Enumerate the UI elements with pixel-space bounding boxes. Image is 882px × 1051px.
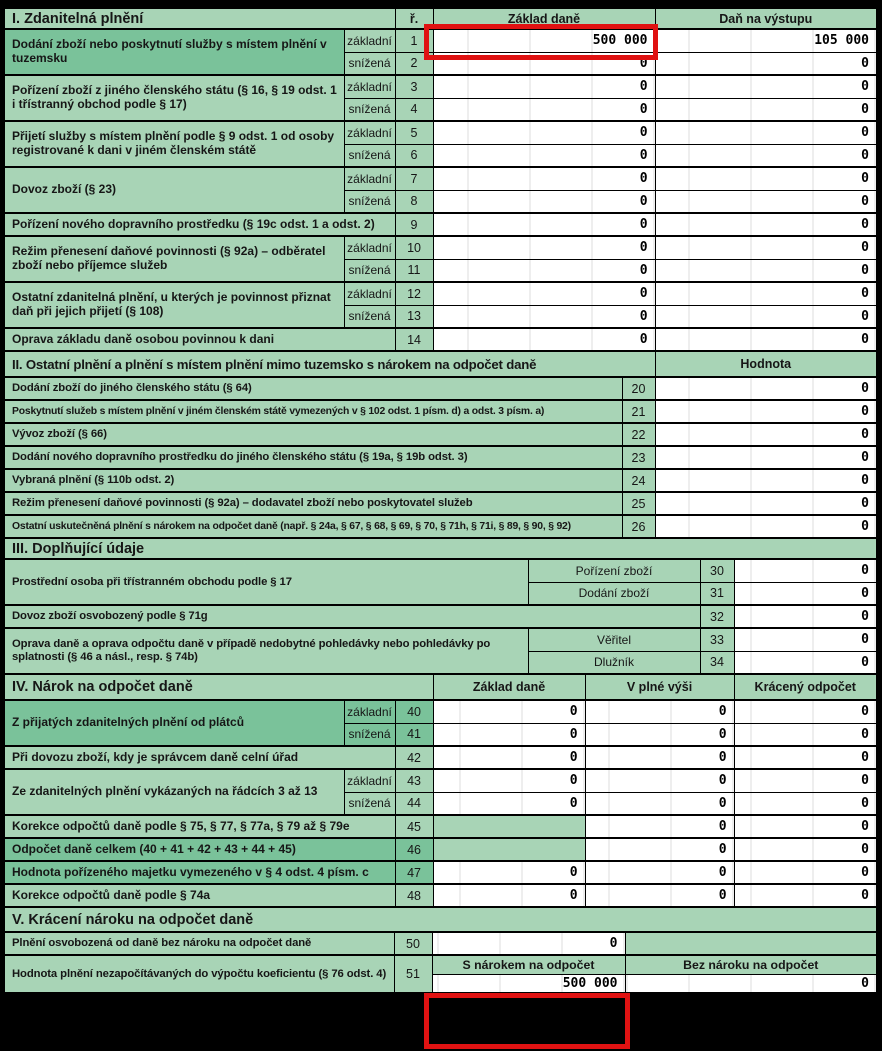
row-4-base-field[interactable]: 0 — [433, 98, 655, 121]
row-6-rate: snížená — [344, 144, 395, 167]
row-32-value-field[interactable]: 0 — [734, 605, 877, 628]
row-42-base-field[interactable]: 0 — [433, 746, 585, 769]
row-48-number: 48 — [395, 884, 433, 907]
col-header-zaklad-dane: Základ daně — [433, 8, 655, 29]
row-14-label: Oprava základu daně osobou povinnou k dani — [4, 328, 395, 351]
row-1-rate: základní — [344, 29, 395, 52]
row-7-tax-field[interactable]: 0 — [655, 167, 877, 190]
row-42-number: 42 — [395, 746, 433, 769]
row-46-full-field[interactable]: 0 — [585, 838, 734, 861]
row-3-rate: základní — [344, 75, 395, 98]
row-33-34-label: Oprava daně a oprava odpočtu daně v případě nedobytné pohledávky nebo pohledávky po splatnosti (§ 46 a násl., resp. § 74b) — [4, 628, 528, 674]
row-9-tax-field[interactable]: 0 — [655, 213, 877, 236]
row-50-value-field[interactable]: 0 — [432, 932, 625, 955]
col-header-zaklad-dane-4: Základ daně — [433, 674, 585, 700]
row-40-41-label: Z přijatých zdanitelných plnění od plátců — [4, 700, 344, 746]
row-24-number: 24 — [622, 469, 655, 492]
row-1-base-field[interactable]: 500 000 — [433, 29, 655, 52]
row-31-value-field[interactable]: 0 — [734, 582, 877, 605]
row-32-number: 32 — [700, 605, 734, 628]
row-48-base-field[interactable]: 0 — [433, 884, 585, 907]
row-34-number: 34 — [700, 651, 734, 674]
row-5-number: 5 — [395, 121, 433, 144]
row-5-tax-field[interactable]: 0 — [655, 121, 877, 144]
row-13-rate: snížená — [344, 305, 395, 328]
row-4-tax-field[interactable]: 0 — [655, 98, 877, 121]
row-8-tax-field[interactable]: 0 — [655, 190, 877, 213]
row-12-13-label: Ostatní zdanitelná plnění, u kterých je povinnost přiznat daň při jejich přijetí (§ 108) — [4, 282, 344, 328]
row-4-rate: snížená — [344, 98, 395, 121]
row-11-rate: snížená — [344, 259, 395, 282]
row-23-value-field[interactable]: 0 — [655, 446, 877, 469]
col-header-kraceny-odpocet: Krácený odpočet — [734, 674, 877, 700]
row-42-reduced-field[interactable]: 0 — [734, 746, 877, 769]
section-2-table — [3, 350, 878, 539]
row-40-number: 40 — [395, 700, 433, 723]
row-50-blank — [625, 932, 877, 955]
row-6-tax-field[interactable]: 0 — [655, 144, 877, 167]
row-2-base-field[interactable]: 0 — [433, 52, 655, 75]
row-32-label: Dovoz zboží osvobozený podle § 71g — [4, 605, 700, 628]
row-41-number: 41 — [395, 723, 433, 746]
row-8-rate: snížená — [344, 190, 395, 213]
row-25-number: 25 — [622, 492, 655, 515]
row-12-number: 12 — [395, 282, 433, 305]
row-41-full-field[interactable]: 0 — [585, 723, 734, 746]
section-3-table — [3, 537, 878, 675]
col-header-bez-naroku: Bez nároku na odpočet — [625, 955, 877, 974]
row-44-number: 44 — [395, 792, 433, 815]
row-46-number: 46 — [395, 838, 433, 861]
row-46-label: Odpočet daně celkem (40 + 41 + 42 + 43 + 44 + 45) — [4, 838, 395, 861]
col-header-dan-na-vystupu: Daň na výstupu — [655, 8, 877, 29]
row-45-full-field[interactable]: 0 — [585, 815, 734, 838]
row-20-label: Dodání zboží do jiného členského státu (§ 64) — [4, 377, 622, 400]
row-46-base-blank — [433, 838, 585, 861]
row-7-number: 7 — [395, 167, 433, 190]
row-9-number: 9 — [395, 213, 433, 236]
row-45-label: Korekce odpočtů daně podle § 75, § 77, § 77a, § 79 až § 79e — [4, 815, 395, 838]
row-50-number: 50 — [394, 932, 432, 955]
row-43-base-field[interactable]: 0 — [433, 769, 585, 792]
row-51-s-narokem-field[interactable]: 500 000 — [432, 974, 625, 993]
col-header-v-plne-vysi: V plné výši — [585, 674, 734, 700]
section-1-title: I. Zdanitelná plnění — [4, 8, 395, 29]
section-5-title: V. Krácení nároku na odpočet daně — [4, 907, 877, 932]
row-14-base-field[interactable]: 0 — [433, 328, 655, 351]
row-34-sublabel: Dlužník — [528, 651, 700, 674]
highlight-box-row-51-s-narokem — [424, 993, 630, 1049]
row-13-number: 13 — [395, 305, 433, 328]
row-33-value-field[interactable]: 0 — [734, 628, 877, 651]
row-50-label: Plnění osvobozená od daně bez nároku na odpočet daně — [4, 932, 394, 955]
row-26-label: Ostatní uskutečněná plnění s nárokem na odpočet daně (např. § 24a, § 67, § 68, § 69, § 70, § 71h, § 71i, § 89, § 90, § 92) — [4, 515, 622, 538]
row-2-rate: snížená — [344, 52, 395, 75]
row-6-base-field[interactable]: 0 — [433, 144, 655, 167]
row-24-value-field[interactable]: 0 — [655, 469, 877, 492]
row-8-number: 8 — [395, 190, 433, 213]
row-26-number: 26 — [622, 515, 655, 538]
row-11-tax-field[interactable]: 0 — [655, 259, 877, 282]
row-25-label: Režim přenesení daňové povinnosti (§ 92a) – dodavatel zboží nebo poskytovatel služeb — [4, 492, 622, 515]
row-21-value-field[interactable]: 0 — [655, 400, 877, 423]
row-48-reduced-field[interactable]: 0 — [734, 884, 877, 907]
section-4-table — [3, 673, 878, 908]
row-51-bez-naroku-field[interactable]: 0 — [625, 974, 877, 993]
row-12-tax-field[interactable]: 0 — [655, 282, 877, 305]
row-33-number: 33 — [700, 628, 734, 651]
section-2-title: II. Ostatní plnění a plnění s místem plnění mimo tuzemsko s nárokem na odpočet daně — [4, 351, 655, 377]
col-header-s-narokem: S nárokem na odpočet — [432, 955, 625, 974]
row-46-reduced-field[interactable]: 0 — [734, 838, 877, 861]
row-10-tax-field[interactable]: 0 — [655, 236, 877, 259]
row-30-31-label: Prostřední osoba při třístranném obchodu podle § 17 — [4, 559, 528, 605]
row-23-label: Dodání nového dopravního prostředku do jiného členského státu (§ 19a, § 19b odst. 3) — [4, 446, 622, 469]
row-44-base-field[interactable]: 0 — [433, 792, 585, 815]
row-47-reduced-field[interactable]: 0 — [734, 861, 877, 884]
row-9-base-field[interactable]: 0 — [433, 213, 655, 236]
row-40-rate: základní — [344, 700, 395, 723]
row-10-number: 10 — [395, 236, 433, 259]
row-33-sublabel: Věřitel — [528, 628, 700, 651]
row-25-value-field[interactable]: 0 — [655, 492, 877, 515]
row-3-tax-field[interactable]: 0 — [655, 75, 877, 98]
row-48-full-field[interactable]: 0 — [585, 884, 734, 907]
row-20-number: 20 — [622, 377, 655, 400]
row-48-label: Korekce odpočtů daně podle § 74a — [4, 884, 395, 907]
row-22-number: 22 — [622, 423, 655, 446]
row-3-number: 3 — [395, 75, 433, 98]
row-12-rate: základní — [344, 282, 395, 305]
row-11-number: 11 — [395, 259, 433, 282]
row-43-44-label: Ze zdanitelných plnění vykázaných na řádcích 3 až 13 — [4, 769, 344, 815]
row-23-number: 23 — [622, 446, 655, 469]
row-42-full-field[interactable]: 0 — [585, 746, 734, 769]
row-45-number: 45 — [395, 815, 433, 838]
row-1-tax-field[interactable]: 105 000 — [655, 29, 877, 52]
row-45-base-blank — [433, 815, 585, 838]
row-21-number: 21 — [622, 400, 655, 423]
row-47-number: 47 — [395, 861, 433, 884]
row-7-8-label: Dovoz zboží (§ 23) — [4, 167, 344, 213]
row-3-4-label: Pořízení zboží z jiného členského státu (§ 16, § 19 odst. 1 i třístranný obchod podle § 17) — [4, 75, 344, 121]
section-1-table — [3, 7, 878, 352]
row-1-number: 1 — [395, 29, 433, 52]
row-51-number: 51 — [394, 955, 432, 993]
row-22-label: Vývoz zboží (§ 66) — [4, 423, 622, 446]
section-4-title: IV. Nárok na odpočet daně — [4, 674, 433, 700]
row-14-tax-field[interactable]: 0 — [655, 328, 877, 351]
row-13-tax-field[interactable]: 0 — [655, 305, 877, 328]
col-header-radek: ř. — [395, 8, 433, 29]
row-43-rate: základní — [344, 769, 395, 792]
row-4-number: 4 — [395, 98, 433, 121]
row-10-base-field[interactable]: 0 — [433, 236, 655, 259]
row-41-base-field[interactable]: 0 — [433, 723, 585, 746]
row-30-sublabel: Pořízení zboží — [528, 559, 700, 582]
row-26-value-field[interactable]: 0 — [655, 515, 877, 538]
row-44-reduced-field[interactable]: 0 — [734, 792, 877, 815]
row-11-base-field[interactable]: 0 — [433, 259, 655, 282]
row-30-number: 30 — [700, 559, 734, 582]
row-3-base-field[interactable]: 0 — [433, 75, 655, 98]
row-24-label: Vybraná plnění (§ 110b odst. 2) — [4, 469, 622, 492]
row-31-number: 31 — [700, 582, 734, 605]
row-47-label: Hodnota pořízeného majetku vymezeného v § 4 odst. 4 písm. c — [4, 861, 395, 884]
row-41-rate: snížená — [344, 723, 395, 746]
row-34-value-field[interactable]: 0 — [734, 651, 877, 674]
row-10-11-label: Režim přenesení daňové povinnosti (§ 92a) – odběratel zboží nebo příjemce služeb — [4, 236, 344, 282]
row-1-2-label: Dodání zboží nebo poskytnutí služby s místem plnění v tuzemsku — [4, 29, 344, 75]
row-45-reduced-field[interactable]: 0 — [734, 815, 877, 838]
row-7-base-field[interactable]: 0 — [433, 167, 655, 190]
row-22-value-field[interactable]: 0 — [655, 423, 877, 446]
row-40-reduced-field[interactable]: 0 — [734, 700, 877, 723]
row-44-full-field[interactable]: 0 — [585, 792, 734, 815]
row-43-reduced-field[interactable]: 0 — [734, 769, 877, 792]
row-47-full-field[interactable]: 0 — [585, 861, 734, 884]
row-7-rate: základní — [344, 167, 395, 190]
row-40-base-field[interactable]: 0 — [433, 700, 585, 723]
row-47-base-field[interactable]: 0 — [433, 861, 585, 884]
row-13-base-field[interactable]: 0 — [433, 305, 655, 328]
row-42-label: Při dovozu zboží, kdy je správcem daně celní úřad — [4, 746, 395, 769]
section-3-title: III. Doplňující údaje — [4, 538, 877, 559]
row-43-full-field[interactable]: 0 — [585, 769, 734, 792]
section-5-table — [3, 906, 878, 994]
row-41-reduced-field[interactable]: 0 — [734, 723, 877, 746]
row-5-base-field[interactable]: 0 — [433, 121, 655, 144]
col-header-hodnota: Hodnota — [655, 351, 877, 377]
row-5-6-label: Přijetí služby s místem plnění podle § 9 odst. 1 od osoby registrované k dani v jiném členském státě — [4, 121, 344, 167]
row-2-tax-field[interactable]: 0 — [655, 52, 877, 75]
row-43-number: 43 — [395, 769, 433, 792]
row-8-base-field[interactable]: 0 — [433, 190, 655, 213]
row-20-value-field[interactable]: 0 — [655, 377, 877, 400]
row-12-base-field[interactable]: 0 — [433, 282, 655, 305]
row-9-label: Pořízení nového dopravního prostředku (§ 19c odst. 1 a odst. 2) — [4, 213, 395, 236]
row-2-number: 2 — [395, 52, 433, 75]
row-10-rate: základní — [344, 236, 395, 259]
row-6-number: 6 — [395, 144, 433, 167]
row-21-label: Poskytnutí služeb s místem plnění v jiném členském státě vymezených v § 102 odst. 1 písm. d) a odst. 3 písm. a) — [4, 400, 622, 423]
row-44-rate: snížená — [344, 792, 395, 815]
row-30-value-field[interactable]: 0 — [734, 559, 877, 582]
row-51-label: Hodnota plnění nezapočítávaných do výpočtu koeficientu (§ 76 odst. 4) — [4, 955, 394, 993]
row-31-sublabel: Dodání zboží — [528, 582, 700, 605]
row-5-rate: základní — [344, 121, 395, 144]
row-14-number: 14 — [395, 328, 433, 351]
row-40-full-field[interactable]: 0 — [585, 700, 734, 723]
